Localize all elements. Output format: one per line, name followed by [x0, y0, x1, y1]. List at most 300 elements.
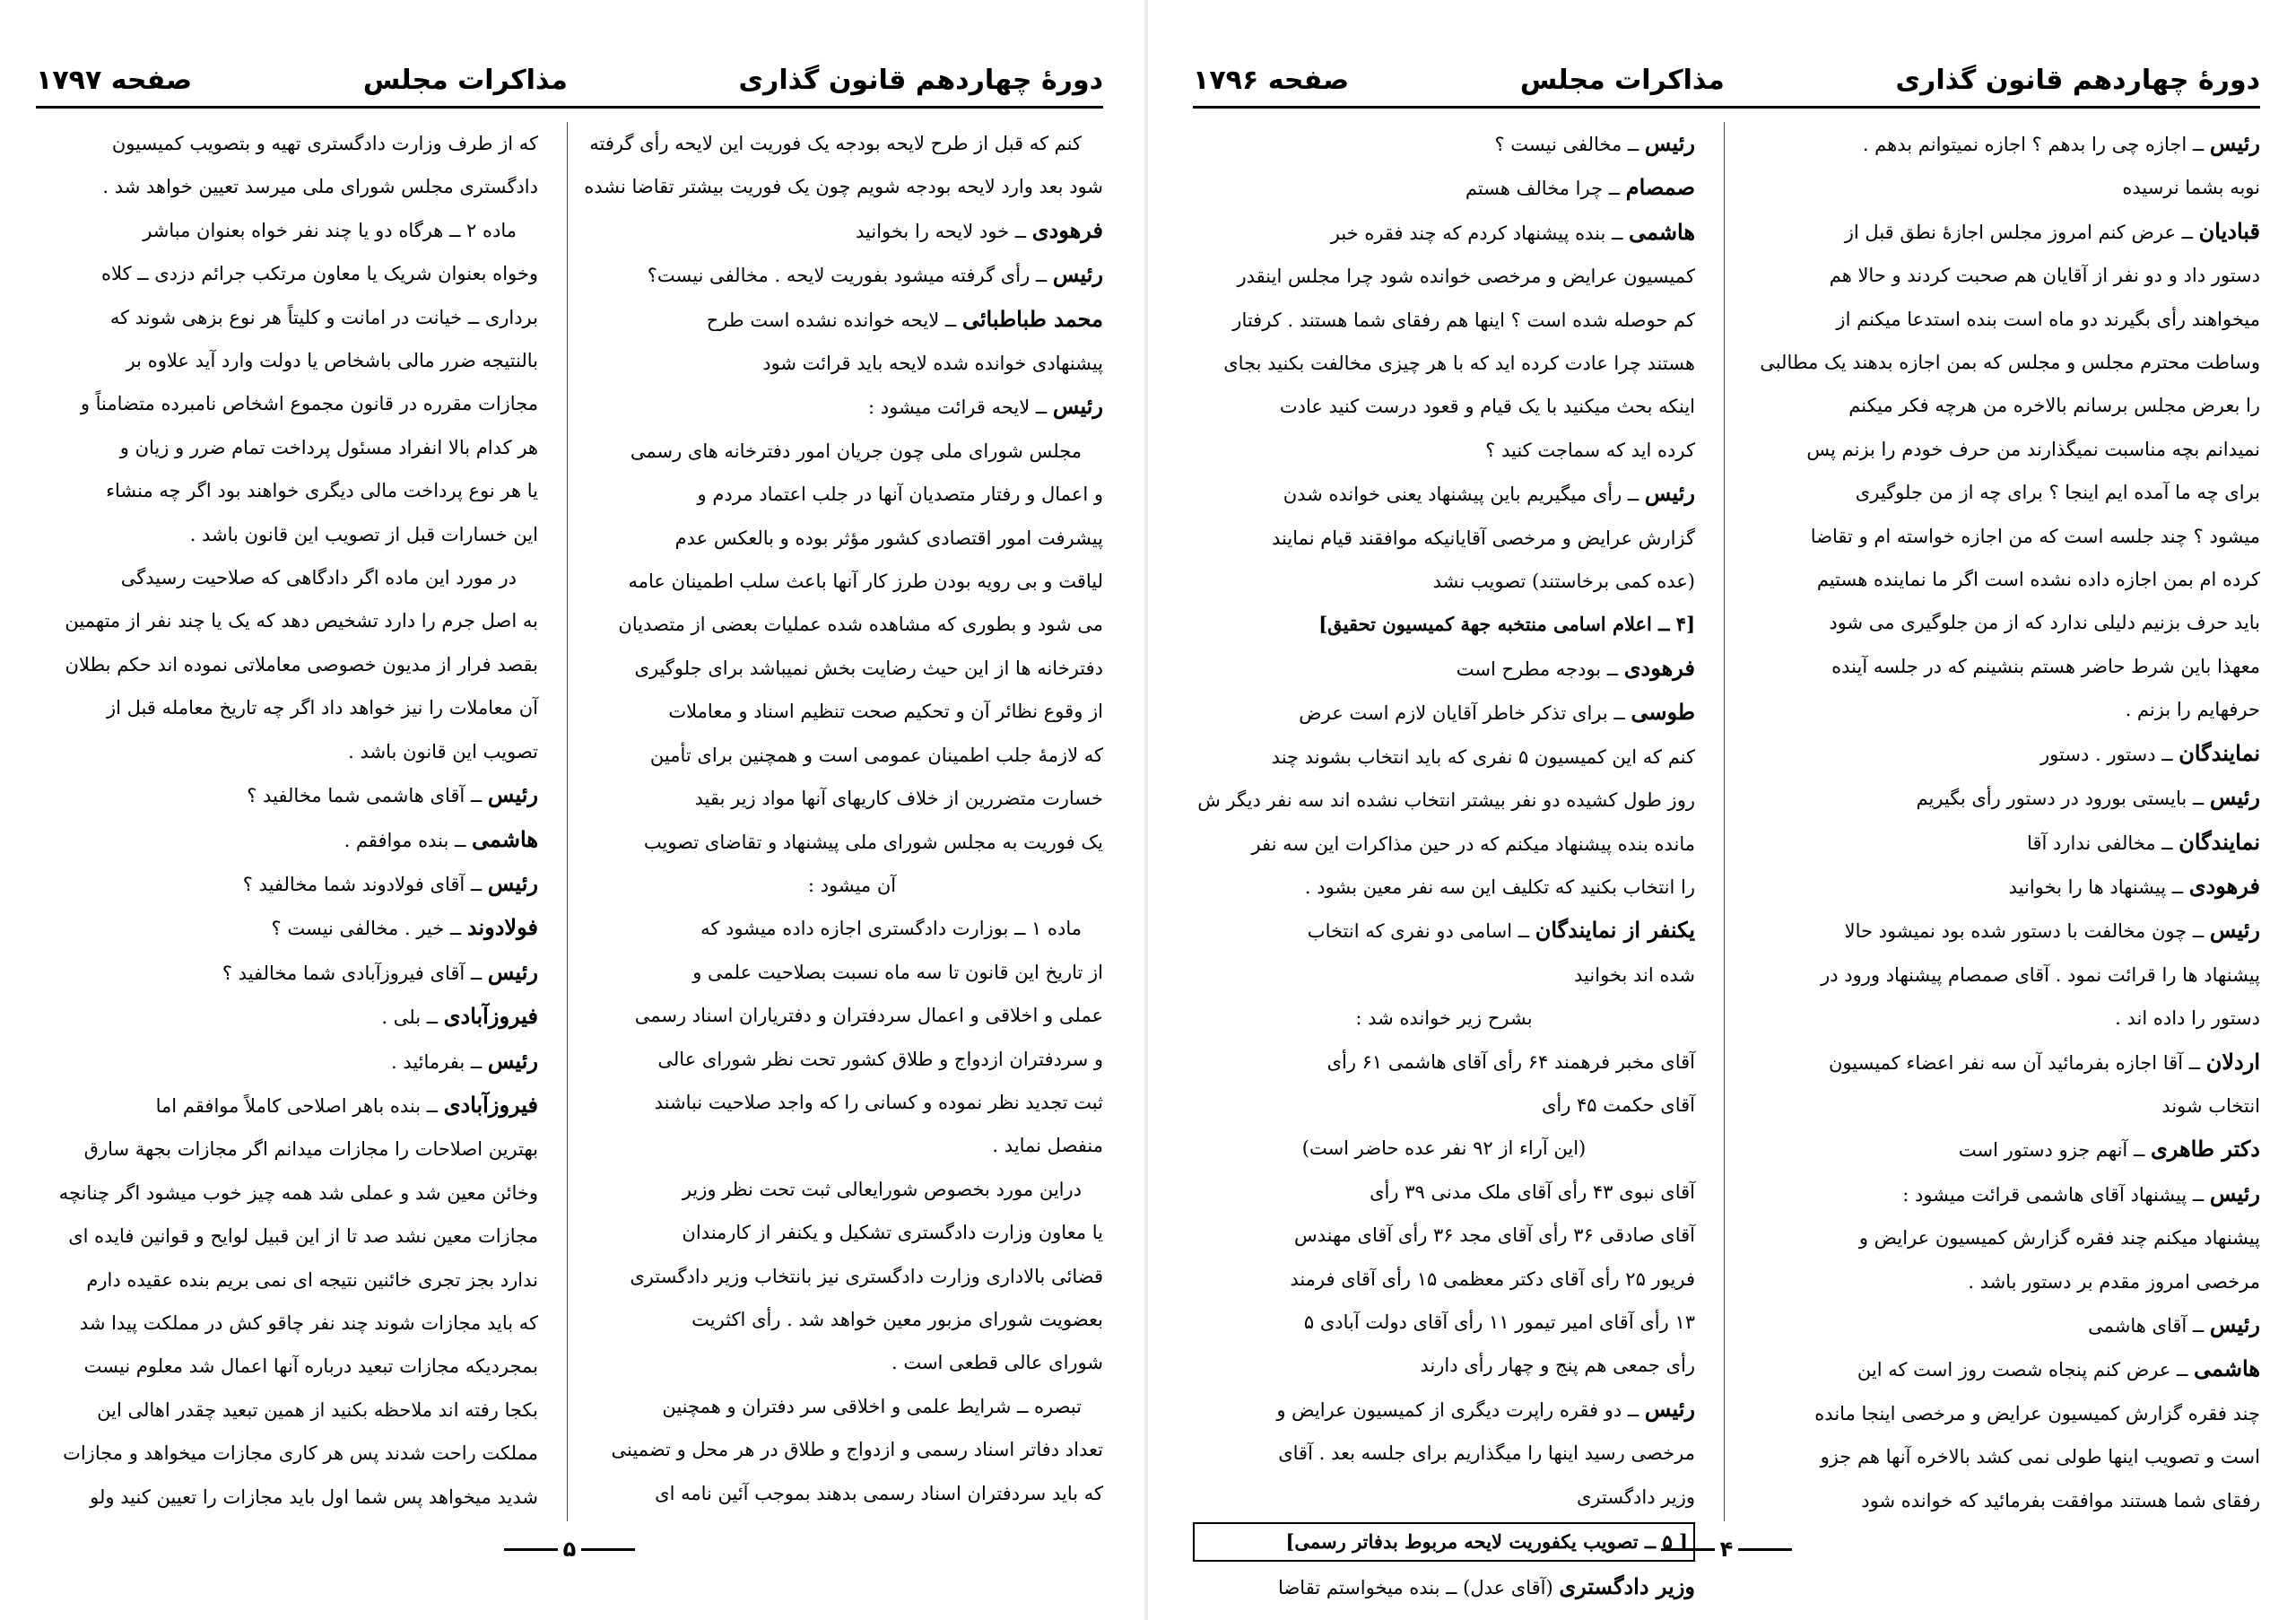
line-text: تبصره ــ شرایط علمی و اخلاقی سر دفتران و همچنین	[662, 1395, 1082, 1417]
text-line	[1193, 429, 1695, 472]
speaker-name: صمصام	[1625, 174, 1695, 201]
line-text: ــ پیشنهاد آقای هاشمی قرائت میشود :	[1902, 1183, 2210, 1206]
text-line	[36, 1302, 538, 1345]
line-text: کرده ام بمن اجازه داده نشده است اگر ما نماینده هستیم	[1816, 569, 2260, 591]
line-text: باید حرف بزنیم دلیلی ندارد که از من جلوگیری می شود	[1829, 612, 2260, 634]
text-line	[601, 1385, 1103, 1428]
speaker-name: نمایندگان	[2179, 739, 2260, 766]
line-text: برای چه ما آمده ایم اینجا ؟ برای چه از من جلوگیری	[1855, 482, 2260, 504]
line-text: به اصل جرم را دارد تشخیص دهد که یک یا چند نفر از متهمین	[65, 610, 538, 632]
speech-line	[1758, 122, 2260, 166]
line-text: شده اند بخوانید	[1574, 963, 1695, 986]
line-text: که لازمهٔ جلب اطمینان عمومی است و همچنین برای تأمین	[649, 744, 1103, 766]
speaker-name: رئیس	[1644, 480, 1695, 507]
speaker-name: هاشمی	[2194, 1355, 2260, 1382]
text-line	[601, 647, 1103, 690]
text-line	[601, 1211, 1103, 1254]
line-text: ــ لایحه قرائت میشود :	[868, 396, 1053, 419]
line-text: دستور را داده اند .	[2115, 1007, 2260, 1030]
text-line	[36, 1389, 538, 1432]
speaker-name: طوسی	[1631, 699, 1695, 726]
line-text: پیشنهاد ها را قرائت نمود . آقای صمصام پیشنهاد ورود در	[1821, 963, 2260, 986]
line-text: مانده بنده پیشنهاد میکنم که در حین مذاکرات این سه نفر	[1251, 832, 1695, 855]
line-text: آقای مخبر فرهمند ۶۴ رأی آقای هاشمی ۶۱ رأی	[1326, 1050, 1695, 1073]
line-text: گزارش عرایض و مرخصی آقایانیکه موافقند قیام نمایند	[1272, 527, 1695, 549]
text-line	[1758, 298, 2260, 341]
line-text: ــ آقای هاشمی	[2088, 1314, 2210, 1337]
text-line	[36, 556, 538, 599]
text-line	[1758, 1260, 2260, 1303]
line-text: بهترین اصلاحات را مجازات میدانم اگر مجازات بجهة سارق	[83, 1138, 538, 1161]
speaker-name: هاشمی	[472, 825, 538, 852]
line-text: ــ بنده باهر اصلاحی کاملاً موافقم اما	[155, 1094, 444, 1117]
text-line	[36, 165, 538, 208]
line-text: بکجا رفته اند ملاحظه بکنید از همین تبعید چقدر اهالی این	[97, 1398, 538, 1421]
line-text: بعضویت شورای مزبور معین خواهد شد . رأی اکثریت	[691, 1308, 1103, 1330]
text-line	[1193, 1476, 1695, 1519]
text-line	[1758, 645, 2260, 688]
line-text: ــ اسامی دو نفری که انتخاب	[1307, 920, 1535, 943]
text-line	[36, 513, 538, 556]
text-line	[1193, 385, 1695, 428]
line-text: ــ دستور . دستور	[2040, 743, 2179, 765]
speech-line	[1758, 1172, 2260, 1216]
line-text: یا هر نوع پرداخت مالی دیگری خواهند بود اگر چه منشاء	[106, 480, 538, 502]
speaker-name: رئیس	[487, 781, 538, 808]
speech-line	[36, 862, 538, 906]
line-text: مملکت راحت شدند پس هر کاری مجازات میخواهد و مجازات	[63, 1442, 538, 1465]
line-text: یا معاون وزارت دادگستری تشکیل و یکنفر از کارمندان	[682, 1222, 1103, 1244]
line-text: وخائن معین شد و عملی شد همه چیز خوب میشود اگر چنانچه	[58, 1181, 538, 1204]
text-line	[1193, 255, 1695, 298]
column-right	[584, 122, 1103, 1521]
header-rule	[1193, 106, 2260, 109]
journal-title: دورهٔ چهاردهم قانون گذاری	[1895, 64, 2260, 96]
line-text: ــ عرض کنم پنجاه شصت روز است که این	[1857, 1359, 2195, 1381]
text-line	[601, 734, 1103, 777]
line-text: انتخاب شوند	[2161, 1094, 2260, 1117]
text-line	[1758, 997, 2260, 1040]
line-text: چند فقره گزارش کمیسیون عرایض و مرخصی اینجا مانده	[1814, 1402, 2260, 1424]
text-line	[36, 643, 538, 686]
speech-line	[1758, 1128, 2260, 1171]
line-text: دستور داد و دو نفر از آقایان هم صحبت کردند و حالا هم	[1829, 265, 2260, 287]
line-text: میخواهند رأی بگیرند دو ماه است بنده استدعا میکنم از	[1836, 308, 2260, 330]
speaker-name: رئیس	[2209, 1311, 2260, 1337]
speaker-name: رئیس	[2209, 1180, 2260, 1206]
speaker-name: رئیس	[1644, 130, 1695, 156]
speaker-name: رئیس	[487, 869, 538, 896]
line-text: تعداد دفاتر اسناد رسمی و ازدواج و طلاق در هر محل و تضمینی	[611, 1439, 1103, 1461]
speech-line	[1193, 1565, 1695, 1609]
text-line	[36, 252, 538, 295]
speaker-name: قبادیان	[2198, 217, 2260, 244]
column-left	[36, 122, 538, 1521]
speech-line	[1758, 776, 2260, 820]
page-number-text: ۵	[562, 1537, 577, 1562]
header-rule	[36, 106, 1103, 109]
speaker-name: رئیس	[2209, 784, 2260, 811]
line-text: (آقای عدل) ــ بنده میخواستم تقاضا	[1278, 1577, 1560, 1598]
text-line	[1758, 515, 2260, 558]
speaker-name: هاشمی	[1629, 218, 1695, 245]
speaker-name: فرهودی	[1031, 216, 1103, 243]
page-header	[36, 56, 1103, 104]
text-line	[1758, 471, 2260, 514]
line-text: ــ بفرمائید .	[390, 1050, 488, 1073]
text-line	[36, 209, 538, 252]
text-line	[1758, 428, 2260, 471]
speech-line	[1758, 909, 2260, 953]
line-text: از تاریخ این قانون تا سه ماه نسبت بصلاحیت علمی و	[692, 961, 1103, 983]
page-header	[1193, 56, 2260, 104]
speech-line	[1193, 472, 1695, 516]
line-text: بشرح زیر خوانده شد :	[1355, 1007, 1533, 1030]
speech-line	[1758, 821, 2260, 865]
line-text: بقصد فرار از مدیون خصوصی معاملاتی نموده اند حکم بطلان	[65, 653, 538, 675]
line-text: آن معاملات را نیز خواهد داد اگر چه تاریخ معامله قبل از	[107, 697, 538, 719]
text-line	[601, 864, 1103, 907]
line-text: کرده اید که سماجت کنید ؟	[1485, 439, 1695, 461]
speaker-name: محمد طباطبائی	[961, 305, 1103, 332]
text-line	[601, 994, 1103, 1037]
text-line	[601, 690, 1103, 733]
text-line	[1193, 1258, 1695, 1301]
line-text: ۱۳ رأی آقای امیر تیمور ۱۱ رأی آقای دولت آبادی ۵	[1303, 1311, 1695, 1333]
text-line	[601, 1168, 1103, 1211]
line-text: ــ آقا اجازه بفرمائید آن سه نفر اعضاء کمیسیون	[1828, 1051, 2206, 1074]
speaker-name: فرهودی	[1623, 654, 1695, 681]
text-line	[601, 1038, 1103, 1081]
speech-line	[36, 1084, 538, 1128]
page-label: صفحه ۱۷۹۷	[36, 64, 193, 96]
text-line	[601, 1472, 1103, 1515]
line-text: پیشنهاد میکنم چند فقره گزارش کمیسیون عرایض و	[1858, 1227, 2260, 1250]
speech-line	[1193, 166, 1695, 210]
speech-line	[1193, 647, 1695, 691]
text-line	[1193, 1301, 1695, 1344]
text-line	[1193, 1127, 1695, 1170]
line-text: ــ آقای فیروزآبادی شما مخالفید ؟	[222, 962, 488, 984]
line-text: آقای نبوی ۴۳ رأی آقای ملک مدنی ۳۹ رأی	[1370, 1180, 1695, 1203]
line-text: ــ چون مخالفت با دستور شده بود نمیشود حالا	[1844, 920, 2210, 943]
text-line	[1193, 1041, 1695, 1084]
line-text: برداری ــ خیانت در امانت و کلیتاً هر نوع بزهی شوند که	[109, 306, 538, 328]
speaker-name: رئیس	[2209, 130, 2260, 156]
text-line	[1758, 1435, 2260, 1478]
speech-line	[36, 818, 538, 862]
text-line	[601, 777, 1103, 820]
speaker-name: رئیس	[2209, 917, 2260, 944]
speaker-name: فولادوند	[466, 914, 538, 941]
text-line	[1193, 736, 1695, 779]
line-text: شدید میخواهد پس شما اول باید مجازات را تعیین کنید ولو	[90, 1485, 538, 1508]
speech-line	[1758, 865, 2260, 909]
text-line	[1193, 954, 1695, 997]
text-line	[601, 951, 1103, 994]
line-text: ــ لایحه خوانده نشده است طرح	[706, 309, 962, 331]
text-line	[1193, 997, 1695, 1040]
line-text: شود بعد وارد لایحه بودجه شویم چون یک فوریت بیشتر تقاضا نشده	[584, 176, 1103, 198]
line-text: ــ خود لایحه را بخوانید	[855, 220, 1032, 242]
speaker-name: رئیس	[487, 1047, 538, 1074]
speech-line	[1193, 909, 1695, 953]
line-text: ــ چرا مخالف هستم	[1465, 178, 1626, 200]
line-text: روز طول کشیده دو نفر بیشتر انتخاب نشده اند سه نفر دیگر ش	[1197, 789, 1695, 812]
text-line	[36, 1476, 538, 1519]
line-text: می شود و بطوری که مشاهده شده عملیات بعضی از متصدیان	[618, 614, 1103, 636]
text-line	[36, 1432, 538, 1475]
speech-line	[1193, 211, 1695, 255]
text-line	[36, 1215, 538, 1258]
line-text: رفقای شما هستند موافقت بفرمائید که خوانده شود	[1861, 1489, 2260, 1511]
text-line	[1193, 517, 1695, 560]
line-text: کم حوصله شده است ؟ اینها هم رفقای شما هستند . کرفتار	[1232, 309, 1695, 331]
text-line	[36, 1345, 538, 1388]
speech-line	[1758, 1347, 2260, 1391]
line-text: هستند چرا عادت کرده اید که با هر چیزی مخالفت بکنید بجای	[1223, 353, 1695, 375]
line-text: ــ خیر . مخالفی نیست ؟	[271, 918, 467, 940]
line-text: ــ بلی .	[381, 1006, 444, 1029]
text-line	[1758, 558, 2260, 601]
speech-line	[601, 209, 1103, 253]
text-line	[601, 1428, 1103, 1471]
line-text: ــ آقای هاشمی شما مخالفید ؟	[247, 785, 488, 807]
line-text: [ ۵ ــ تصویب یکفوریت لایحه مربوط بدفاتر رسمی]	[1285, 1530, 1688, 1553]
line-text: لیاقت و بی رویه بودن طرز کار آنها باعث سلب اطمینان عامه	[628, 570, 1103, 593]
speaker-name: رئیس	[1052, 261, 1103, 288]
text-line	[1193, 823, 1695, 866]
line-text: ماده ۲ ــ هرگاه دو یا چند نفر خواه بعنوان مباشر	[143, 219, 517, 241]
line-text: که باید مجازات شوند چند نفر چاقو کش در مملکت پیدا شد	[79, 1311, 538, 1334]
speech-line	[1758, 1303, 2260, 1347]
line-text: ثبت تجدید نظر نموده و کسانی را که واجد صلاحیت نباشند	[654, 1091, 1103, 1113]
text-line	[1758, 1392, 2260, 1435]
text-line	[601, 473, 1103, 516]
text-line	[1193, 1214, 1695, 1257]
text-line	[601, 342, 1103, 385]
line-text: این خسارات قبل از تصویب این قانون باشد .	[189, 523, 538, 545]
text-line	[601, 430, 1103, 473]
speaker-name: نمایندگان	[2179, 828, 2260, 855]
speech-line	[1193, 691, 1695, 735]
text-line	[1758, 1084, 2260, 1128]
text-line	[601, 1255, 1103, 1298]
text-line	[601, 907, 1103, 950]
line-text: دادگستری مجلس شورای ملی میرسد تعیین خواهد شد .	[102, 176, 538, 198]
line-text: ــ آقای فولادوند شما مخالفید ؟	[242, 873, 488, 895]
speaker-name: اردلان	[2205, 1048, 2260, 1075]
text-line	[584, 165, 1103, 208]
section-heading	[1193, 603, 1695, 646]
page-number	[36, 1536, 1103, 1563]
speaker-name: فرهودی	[2188, 872, 2260, 899]
line-text: کنم که قبل از طرح لایحه بودجه یک فوریت این لایحه رأی گرفته	[589, 133, 1082, 154]
speaker-name: رئیس	[1052, 393, 1103, 420]
line-text: ــ رأی میگیریم باین پیشنهاد یعنی خوانده شدن	[1283, 483, 1645, 506]
line-text: دفترخانه ها از این حیث رضایت بخش نمیباشد برای جلوگیری	[634, 657, 1103, 679]
text-line	[36, 730, 538, 773]
text-line	[1758, 601, 2260, 644]
speech-line	[1758, 210, 2260, 254]
line-text: در مورد این ماده اگر دادگاهی که صلاحیت رسیدگی	[120, 567, 517, 589]
page-number-text: ۴	[1719, 1537, 1734, 1562]
line-text: بمجردیکه مجازات تبعید درباره آنها اعمال شد معلوم نیست	[83, 1355, 538, 1378]
speech-line	[601, 298, 1103, 342]
text-line	[1193, 299, 1695, 342]
speech-line	[1193, 1388, 1695, 1432]
line-text: اینکه بحث میکنید با یک قیام و قعود درست کنید عادت	[1279, 396, 1695, 418]
text-line	[601, 1341, 1103, 1384]
text-line	[601, 1124, 1103, 1167]
line-text: آقای حکمت ۴۵ رأی	[1541, 1093, 1695, 1116]
text-line	[1758, 1216, 2260, 1259]
text-line	[1758, 1479, 2260, 1522]
text-line	[1758, 341, 2260, 384]
line-text: ــ مخالفی ندارد آقا	[2027, 832, 2179, 854]
line-text: نوبه بشما نرسیده	[2122, 177, 2260, 199]
speaker-name: رئیس	[487, 958, 538, 985]
line-text: را بعرض مجلس برسانم بالاخره من هرچه فکر میکنم	[1848, 395, 2260, 417]
line-text: دراین مورد بخصوص شورایعالی ثبت تحت نظر وزیر	[682, 1178, 1082, 1200]
text-line	[36, 599, 538, 642]
text-line	[1193, 1084, 1695, 1127]
page-label: صفحه ۱۷۹۶	[1193, 64, 1350, 96]
speaker-name: یکنفر از نمایندگان	[1535, 917, 1695, 944]
text-line	[36, 339, 538, 382]
speech-line	[36, 995, 538, 1039]
line-text: کمیسیون عرایض و مرخصی خوانده شود چرا مجلس اینقدر	[1237, 266, 1695, 288]
text-line	[601, 821, 1103, 864]
speech-line	[601, 253, 1103, 297]
text-line	[1758, 166, 2260, 209]
line-text: شورای عالی قطعی است .	[891, 1352, 1103, 1374]
line-text: (این آراء از ۹۲ نفر عده حاضر است)	[1301, 1137, 1587, 1160]
line-text: را انتخاب بکنید که تکلیف این سه نفر معین بشود .	[1304, 875, 1695, 898]
text-line	[36, 686, 538, 729]
speech-line	[601, 385, 1103, 429]
text-line	[601, 1081, 1103, 1124]
column-right	[1758, 122, 2260, 1521]
line-text: بالنتیجه ضرر مالی باشخاص یا دولت وارد آید علاوه بر	[126, 350, 538, 372]
section-title: مذاکرات مجلس	[1519, 64, 1725, 96]
speech-line	[36, 951, 538, 995]
line-text: آن میشود :	[807, 874, 897, 896]
page-1796	[1193, 56, 2260, 1598]
text-line	[36, 122, 538, 165]
line-text: ــ مخالفی نیست ؟	[1494, 134, 1645, 155]
journal-title: دورهٔ چهاردهم قانون گذاری	[738, 64, 1103, 96]
line-text: معهذا باین شرط حاضر هستم بنشینم که در جلسه آینده	[1831, 655, 2260, 677]
text-line	[589, 122, 1103, 165]
line-text: مرخصی رسید اینها را میگذاریم برای جلسه بعد . آقای	[1278, 1442, 1695, 1465]
line-text: نمیدانم بچه مناسبت نمیگذارند من حرف خودم را بزنم پس	[1806, 438, 2260, 460]
line-text: که باید سردفتران اسناد رسمی بدهند بموجب آئین نامه ای	[655, 1482, 1103, 1504]
speech-line	[1193, 122, 1695, 166]
text-line	[1758, 254, 2260, 297]
speaker-name: وزیر دادگستری	[1559, 1573, 1695, 1599]
line-text: ــ بنده پیشنهاد کردم که چند فقره خبر	[1330, 222, 1630, 244]
line-text: ــ برای تذکر خاطر آقایان لازم است عرض	[1299, 702, 1631, 725]
text-line	[36, 469, 538, 512]
line-text: مرخصی امروز مقدم بر دستور باشد .	[1968, 1270, 2260, 1293]
speaker-name: فیروزآبادی	[443, 1091, 538, 1118]
line-text: وزیر دادگستری	[1576, 1485, 1695, 1508]
column-divider	[567, 122, 568, 1521]
speech-line	[1758, 732, 2260, 776]
speech-line	[36, 1040, 538, 1084]
line-text: خسارت متضررین از خلاف کاریهای آنها مواد زیر بقید	[694, 788, 1103, 810]
text-line	[1193, 560, 1695, 603]
text-line	[1193, 866, 1695, 909]
line-text: ندارد بجز تجری خائنین نتیجه ای نمی بریم بنده عقیده دارم	[86, 1268, 538, 1291]
text-line	[36, 1259, 538, 1302]
line-text: مجازات معین نشد صد تا از این قبیل لوایح و قوانین فایده ای	[68, 1225, 538, 1248]
line-text: منفصل نماید .	[992, 1135, 1103, 1157]
speaker-name: دکتر طاهری	[2150, 1136, 2260, 1163]
line-text: ــ عرض کنم امروز مجلس اجازهٔ نطق قبل از	[1844, 221, 2199, 243]
line-text: ــ بنده موافقم .	[344, 829, 473, 851]
line-text: پیشنهادی خوانده شده لایحه باید قرائت شود	[762, 353, 1103, 375]
line-text: قضائی بالاداری وزارت دادگستری نیز بانتخاب وزیر دادگستری	[630, 1265, 1103, 1287]
line-text: ــ بودجه مطرح است	[1456, 658, 1624, 680]
line-text: فریور ۲۵ رأی آقای دکتر معظمی ۱۵ رأی آقای فرمند	[1290, 1267, 1695, 1290]
line-text: ــ بایستی بورود در دستور رأی بگیریم	[1916, 788, 2210, 810]
text-line	[1193, 779, 1695, 822]
line-text: عملی و اخلاقی و اعمال سردفتران و دفتریاران اسناد رسمی	[634, 1005, 1103, 1027]
section-title: مذاکرات مجلس	[362, 64, 568, 96]
line-text: و سردفتران ازدواج و طلاق کشور تحت نظر شورای عالی	[657, 1048, 1103, 1070]
line-text: که از طرف وزارت دادگستری تهیه و بتصویب کمیسیون	[111, 133, 538, 154]
text-line	[601, 560, 1103, 603]
text-line	[1193, 1171, 1695, 1214]
text-line	[36, 1171, 538, 1215]
text-line	[1758, 954, 2260, 997]
line-text: حرفهایم را بزنم .	[2125, 699, 2260, 721]
line-text: [۴ ــ اعلام اسامی منتخبه جهة کمیسیون تحقیق]	[1318, 613, 1695, 636]
line-text: از وقوع نظائر آن و تحکیم صحت تنظیم اسناد و معاملات	[668, 701, 1103, 723]
text-line	[36, 1128, 538, 1171]
line-text: ــ دو فقره راپرت دیگری از کمیسیون عرایض و	[1276, 1398, 1645, 1421]
text-line	[601, 603, 1103, 646]
page-1797	[36, 56, 1103, 1598]
line-text: وخواه بعنوان شریک یا معاون مرتکب جرائم دزدی ــ کلاه	[101, 263, 538, 285]
column-left	[1193, 122, 1695, 1599]
line-text: رأی جمعی هم پنج و چهار رأی دارند	[1420, 1354, 1695, 1377]
speaker-name: فیروزآبادی	[443, 1003, 538, 1030]
speech-line	[1758, 1041, 2260, 1084]
text-line	[1193, 1432, 1695, 1475]
text-line	[1193, 1344, 1695, 1387]
line-text: ماده ۱ ــ بوزارت دادگستری اجازه داده میشود که	[700, 918, 1082, 940]
line-text: ــ آنهم جزو دستور است	[1958, 1139, 2151, 1162]
column-divider	[1724, 122, 1725, 1521]
line-text: مجلس شورای ملی چون جریان امور دفترخانه های رسمی	[630, 440, 1082, 462]
text-line	[36, 296, 538, 339]
text-line	[1758, 688, 2260, 731]
line-text: ــ پیشنهاد ها را بخوانید	[2008, 875, 2189, 898]
book-spine	[1144, 0, 1148, 1620]
line-text: هر کدام بالا انفراد مسئول پرداخت تمام ضرر و زیان و	[119, 436, 538, 458]
line-text: میشود ؟ چند جلسه است که من اجازه خواسته ام و تقاضا	[1810, 525, 2260, 547]
page-number	[1193, 1536, 2260, 1563]
line-text: ــ رأی گرفته میشود بفوریت لایحه . مخالفی نیست؟	[647, 265, 1053, 287]
text-line	[601, 1298, 1103, 1341]
text-line	[601, 517, 1103, 560]
line-text: ــ اجازه چی را بدهم ؟ اجازه نمیتوانم بدهم .	[1862, 134, 2210, 155]
text-line	[1193, 342, 1695, 385]
text-line	[1758, 384, 2260, 427]
